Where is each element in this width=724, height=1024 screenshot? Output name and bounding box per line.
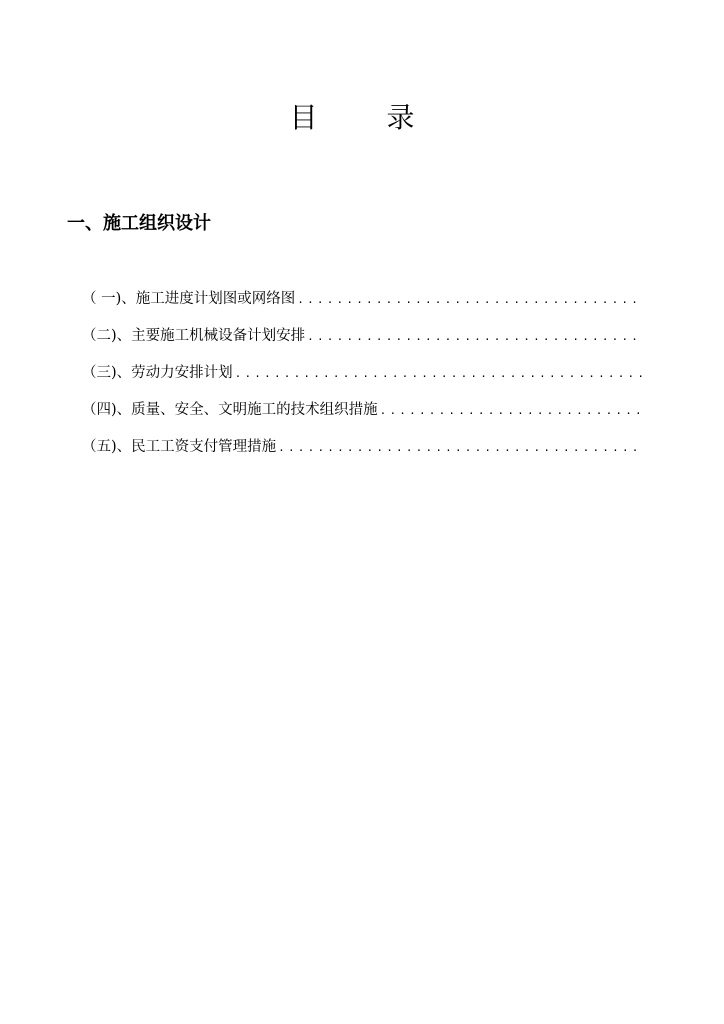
toc-entry[interactable]: [82, 288, 642, 325]
dot-leader: [235, 363, 642, 385]
table-of-contents: [82, 288, 642, 473]
toc-entry-label[interactable]: （ 一)、施工进度计划图或网络图: [82, 291, 296, 307]
dot-leader: [307, 326, 642, 348]
toc-entry[interactable]: [82, 325, 642, 362]
dot-leader: [297, 289, 642, 311]
toc-entry[interactable]: [82, 362, 642, 399]
toc-entry[interactable]: [82, 399, 642, 436]
toc-entry-label[interactable]: （五)、民工工资支付管理措施: [82, 439, 277, 455]
toc-entry-label[interactable]: （二)、主要施工机械设备计划安排: [82, 328, 306, 344]
toc-entry[interactable]: [82, 436, 642, 473]
toc-entry-label[interactable]: （三)、劳动力安排计划: [82, 365, 233, 381]
section-heading: 一、施工组织设计: [67, 213, 211, 234]
toc-entry-label[interactable]: （四)、质量、安全、文明施工的技术组织措施: [82, 402, 378, 418]
page-title: 目 录: [289, 101, 445, 134]
dot-leader: [380, 400, 642, 422]
dot-leader: [278, 437, 642, 459]
